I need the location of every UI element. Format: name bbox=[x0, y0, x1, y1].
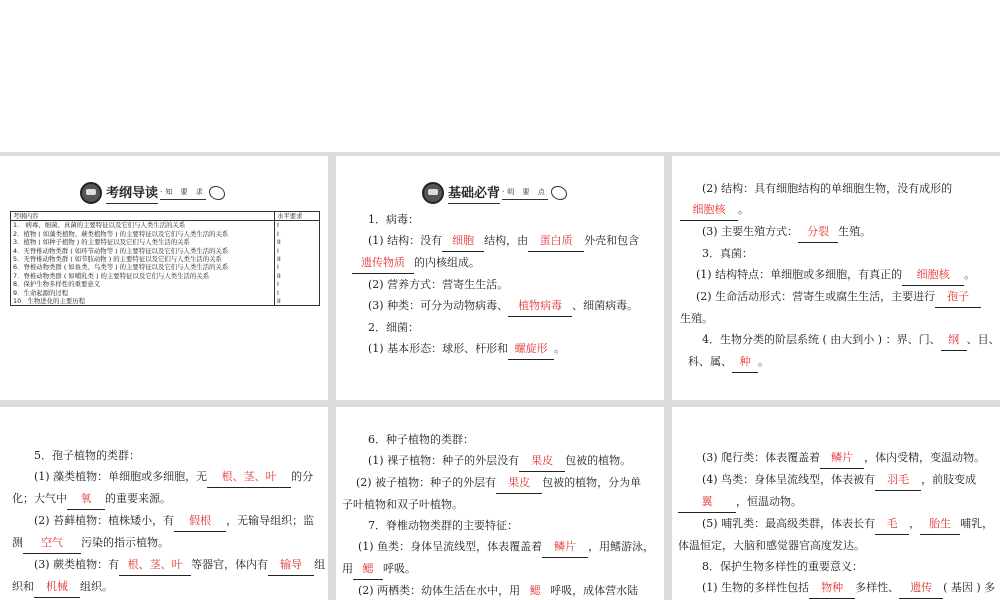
slide-text bbox=[12, 445, 326, 598]
text-line: (3) 爬行类：体表覆盖着 鳞片 ，体内受精，变温动物。 bbox=[678, 447, 998, 469]
text-line: (2) 结构：具有细胞结构的单细胞生物，没有成形的 bbox=[702, 182, 953, 195]
text-line: (2) 生命活动形式：营寄生或腐生生活，主要进行 孢子 bbox=[680, 286, 996, 308]
slide-text bbox=[342, 429, 662, 600]
answer-blank: 假根 bbox=[174, 510, 226, 532]
text-line: 7．脊椎动物类群的主要特征： bbox=[368, 519, 518, 532]
text-line: 2．细菌： bbox=[368, 321, 419, 334]
text-line: 子叶植物和双子叶植物。 bbox=[342, 498, 463, 511]
answer-blank: 细胞 bbox=[442, 230, 484, 252]
text-line: 化；大气中 氧 的重要来源。 bbox=[12, 488, 326, 510]
slide-seed-plants-vertebrates[interactable] bbox=[336, 407, 664, 600]
answer-blank: 孢子 bbox=[935, 286, 981, 308]
text-line: (1) 鱼类：身体呈流线型，体表覆盖着 鳞片 ，用鳍游泳， bbox=[342, 536, 662, 558]
text-line: 8．保护生物多样性的重要意义： bbox=[702, 560, 863, 573]
slide-text bbox=[678, 447, 998, 599]
answer-blank: 植物病毒 bbox=[508, 295, 572, 317]
slide-exam-outline[interactable] bbox=[0, 156, 328, 400]
table-header-row bbox=[11, 212, 320, 221]
answer-blank: 种 bbox=[732, 351, 758, 373]
answer-blank: 蛋白质 bbox=[528, 230, 584, 252]
table-header-level: 水平要求 bbox=[275, 212, 320, 221]
section-header bbox=[80, 180, 225, 206]
answer-blank: 机械 bbox=[34, 576, 80, 598]
text-line: 细胞核 。 bbox=[680, 199, 996, 221]
text-line: 生殖。 bbox=[680, 312, 713, 325]
answer-blank: 根、茎、叶 bbox=[119, 554, 191, 576]
pointing-hand-icon bbox=[209, 186, 225, 200]
slide-basics[interactable] bbox=[336, 156, 664, 400]
answer-blank: 果皮 bbox=[496, 472, 542, 494]
book-icon bbox=[422, 182, 444, 204]
text-line: (3) 种类：可分为动物病毒、 植物病毒 、细菌病毒。 bbox=[352, 295, 662, 317]
slide-bacteria-fungi[interactable] bbox=[672, 156, 1000, 400]
text-line: (2) 两栖类：幼体生活在水中，用 鳃 呼吸，成体营水陆 bbox=[342, 580, 662, 600]
answer-blank: 空气 bbox=[23, 532, 81, 554]
answer-blank: 鳃 bbox=[353, 558, 383, 580]
slide-vertebrates-diversity[interactable] bbox=[672, 407, 1000, 600]
answer-blank: 翼 bbox=[678, 491, 736, 513]
text-line: (2) 被子植物：种子的外层有 果皮 包被的植物，分为单 bbox=[342, 472, 662, 494]
text-line: (2) 苔藓植物：植株矮小，有 假根 ，无输导组织；监 bbox=[12, 510, 326, 532]
text-line: (4) 鸟类：身体呈流线型，体表被有 羽毛 ，前肢变成 bbox=[678, 469, 998, 491]
text-line: (5) 哺乳类：最高级类群，体表长有 毛 ， 胎生 哺乳， bbox=[678, 513, 998, 535]
text-line: 织和 机械 组织。 bbox=[12, 576, 326, 598]
section-subtitle: ·知 要 求 bbox=[160, 187, 206, 200]
answer-blank: 毛 bbox=[875, 513, 909, 535]
text-line: 6．种子植物的类群： bbox=[368, 433, 474, 446]
text-line: 1．病毒： bbox=[368, 213, 419, 226]
text-line: 遗传物质 的内核组成。 bbox=[352, 252, 662, 274]
section-title: 基础必背 bbox=[448, 182, 500, 204]
outline-table bbox=[10, 211, 320, 306]
answer-blank: 纲 bbox=[941, 329, 967, 351]
slide-text bbox=[680, 178, 1000, 373]
book-icon bbox=[80, 182, 102, 204]
table-row bbox=[11, 221, 320, 306]
text-line: (1) 藻类植物：单细胞或多细胞，无 根、茎、叶 的分 bbox=[12, 466, 326, 488]
answer-blank: 遗传物质 bbox=[352, 252, 414, 274]
text-line: (2) 营养方式：营寄生生活。 bbox=[368, 278, 509, 291]
text-line: 测 空气 污染的指示植物。 bbox=[12, 532, 326, 554]
text-line: (1) 基本形态：球形、杆形和 螺旋形 。 bbox=[352, 338, 662, 360]
answer-blank: 氧 bbox=[67, 488, 105, 510]
answer-blank: 羽毛 bbox=[875, 469, 921, 491]
text-line: 5．孢子植物的类群： bbox=[34, 449, 140, 462]
section-header bbox=[422, 180, 567, 206]
text-line: 体温恒定，大脑和感觉器官高度发达。 bbox=[678, 539, 865, 552]
text-line: (1) 结构特点：单细胞或多细胞，有真正的 细胞核 。 bbox=[680, 264, 996, 286]
section-subtitle: ·明 要 点 bbox=[502, 187, 548, 200]
table-header-content: 考纲内容 bbox=[11, 212, 275, 221]
slide-spore-plants[interactable] bbox=[0, 407, 328, 600]
answer-blank: 细胞核 bbox=[680, 199, 738, 221]
content-cell: 1． 病毒、细菌、真菌的主要特征以及它们与人类生活的关系 2．植物 ( 如藻类植物、蕨类植物等 ) 的主要特征以及它们与人类生活的关系 3．植物 ( 如种子植物 ) 的主要特征以及它们与人类生活的关系 4．无脊椎动物类群 ( 如环节动物等 ) 的主要特征以及它们与人类生活的关系 5．无脊椎动物类群 ( 如节肢动物 ) 的主要特征以及它们与人类生活的关系 6．脊椎动物类群 ( 如鱼类、鸟类等 ) 的主要特征以及它们与人类生活的关系 7．脊椎动物类群 ( 如哺乳类 ) 的主要特征以及它们与人类生活的关系 8．保护生物多样性的重要意义 9．生命起源的过程 10．生物进化的主要历程 bbox=[11, 221, 275, 306]
blank-top-area bbox=[0, 0, 1000, 152]
answer-blank: 果皮 bbox=[519, 450, 565, 472]
answer-blank: 鳞片 bbox=[820, 447, 864, 469]
text-line: 3．真菌： bbox=[702, 247, 753, 260]
text-line: 4．生物分类的阶层系统 ( 由大到小 ) ：界、门、 纲 、目、 bbox=[680, 329, 996, 351]
answer-blank: 物种 bbox=[809, 577, 855, 599]
section-title: 考纲导读 bbox=[106, 182, 158, 204]
text-line: 翼 ，恒温动物。 bbox=[678, 491, 998, 513]
answer-blank: 螺旋形 bbox=[508, 338, 554, 360]
answer-blank: 分裂 bbox=[798, 221, 838, 243]
level-cell: I I II I II I II I I II bbox=[275, 221, 320, 306]
text-line: 科、属、 种 。 bbox=[680, 351, 996, 373]
answer-blank: 鳞片 bbox=[542, 536, 588, 558]
text-line: (1) 生物的多样性包括 物种 多样性、 遗传 ( 基因 ) 多 bbox=[678, 577, 998, 599]
text-line: 用 鳃 呼吸。 bbox=[342, 558, 662, 580]
answer-blank: 胎生 bbox=[920, 513, 960, 535]
slide-text bbox=[352, 209, 662, 360]
answer-blank: 根、茎、叶 bbox=[207, 466, 291, 488]
answer-blank: 细胞核 bbox=[902, 264, 964, 286]
text-line: (1) 结构：没有 细胞 结构，由 蛋白质 外壳和包含 bbox=[352, 230, 662, 252]
answer-blank: 遗传 bbox=[899, 577, 943, 599]
answer-blank: 输导 bbox=[268, 554, 314, 576]
text-line: (1) 裸子植物：种子的外层没有 果皮 包被的植物。 bbox=[342, 450, 662, 472]
text-line: (3) 主要生殖方式： 分裂 生殖。 bbox=[680, 221, 996, 243]
text-line: (3) 蕨类植物：有 根、茎、叶 等器官，体内有 输导 组 bbox=[12, 554, 326, 576]
answer-blank: 鳃 bbox=[520, 580, 550, 600]
pointing-hand-icon bbox=[551, 186, 567, 200]
